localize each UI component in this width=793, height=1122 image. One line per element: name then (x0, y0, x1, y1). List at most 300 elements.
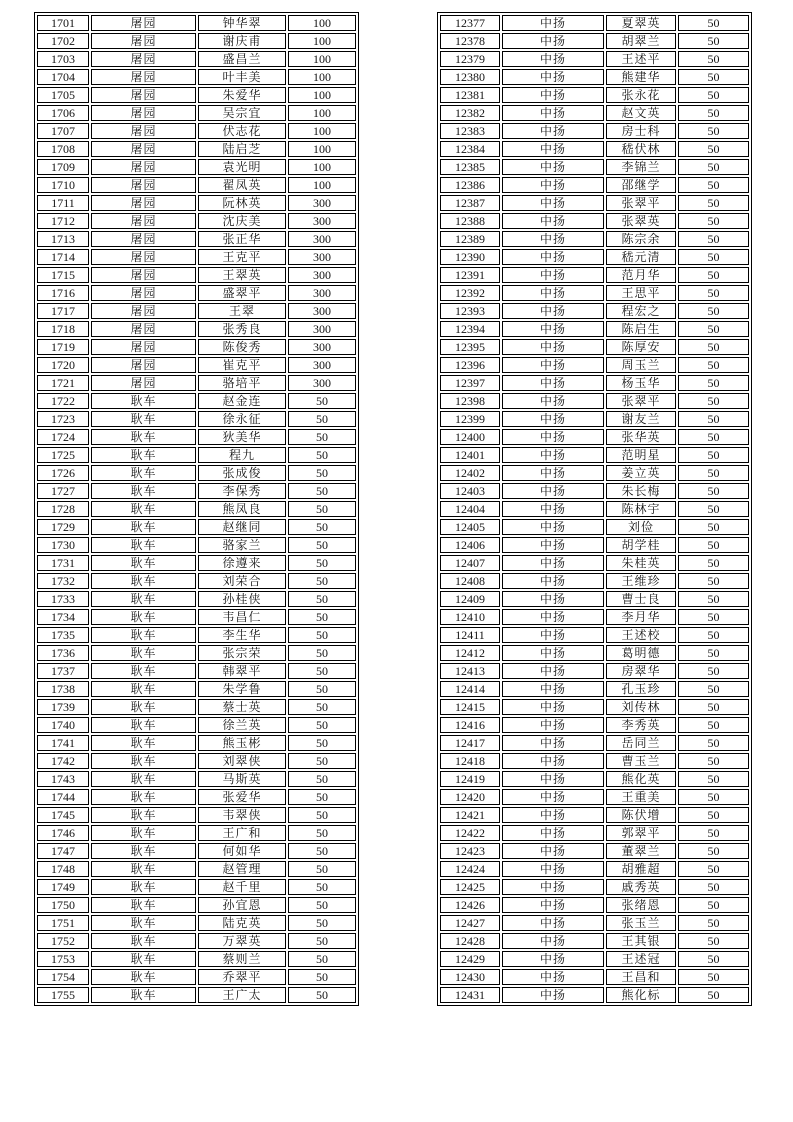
cell-group: 耿车 (91, 645, 196, 661)
cell-name: 张宗荣 (198, 645, 286, 661)
cell-amount: 300 (288, 285, 356, 301)
cell-id: 12394 (440, 321, 500, 337)
cell-group: 中扬 (502, 915, 604, 931)
cell-amount: 50 (678, 195, 749, 211)
cell-group: 中扬 (502, 591, 604, 607)
cell-id: 12428 (440, 933, 500, 949)
table-row (37, 645, 356, 661)
cell-group: 中扬 (502, 987, 604, 1003)
cell-id: 1742 (37, 753, 89, 769)
cell-name: 赵继同 (198, 519, 286, 535)
cell-name: 张秀良 (198, 321, 286, 337)
cell-id: 1753 (37, 951, 89, 967)
cell-group: 屠园 (91, 339, 196, 355)
cell-amount: 50 (678, 159, 749, 175)
table-row (440, 51, 749, 67)
cell-amount: 50 (288, 681, 356, 697)
cell-group: 耿车 (91, 393, 196, 409)
cell-name: 葛明德 (606, 645, 676, 661)
cell-amount: 50 (678, 15, 749, 31)
cell-id: 12390 (440, 249, 500, 265)
records-table-right-body (440, 15, 749, 1003)
cell-id: 12378 (440, 33, 500, 49)
cell-amount: 50 (678, 123, 749, 139)
cell-amount: 50 (678, 915, 749, 931)
table-row (440, 321, 749, 337)
cell-amount: 50 (288, 501, 356, 517)
cell-group: 屠园 (91, 375, 196, 391)
cell-id: 12389 (440, 231, 500, 247)
cell-group: 中扬 (502, 771, 604, 787)
table-row (440, 609, 749, 625)
cell-name: 郭翠平 (606, 825, 676, 841)
cell-id: 12424 (440, 861, 500, 877)
cell-name: 乔翠平 (198, 969, 286, 985)
cell-id: 1716 (37, 285, 89, 301)
cell-amount: 100 (288, 123, 356, 139)
cell-group: 耿车 (91, 411, 196, 427)
table-row (37, 573, 356, 589)
cell-amount: 50 (678, 501, 749, 517)
table-row (37, 501, 356, 517)
cell-group: 耿车 (91, 501, 196, 517)
cell-group: 中扬 (502, 177, 604, 193)
table-row (37, 969, 356, 985)
cell-amount: 50 (678, 627, 749, 643)
cell-group: 耿车 (91, 807, 196, 823)
table-row (37, 519, 356, 535)
cell-amount: 100 (288, 33, 356, 49)
table-row (37, 483, 356, 499)
cell-amount: 50 (288, 753, 356, 769)
cell-id: 1719 (37, 339, 89, 355)
cell-amount: 50 (678, 447, 749, 463)
cell-group: 屠园 (91, 33, 196, 49)
cell-amount: 300 (288, 375, 356, 391)
cell-name: 王广和 (198, 825, 286, 841)
cell-name: 徐兰英 (198, 717, 286, 733)
cell-id: 12403 (440, 483, 500, 499)
cell-name: 王翠 (198, 303, 286, 319)
table-row (37, 411, 356, 427)
cell-amount: 50 (288, 951, 356, 967)
cell-amount: 50 (288, 879, 356, 895)
cell-name: 骆家兰 (198, 537, 286, 553)
cell-name: 王广太 (198, 987, 286, 1003)
cell-id: 1718 (37, 321, 89, 337)
cell-group: 中扬 (502, 87, 604, 103)
table-row (37, 249, 356, 265)
table-row (440, 735, 749, 751)
cell-id: 1736 (37, 645, 89, 661)
cell-group: 中扬 (502, 645, 604, 661)
cell-amount: 50 (678, 807, 749, 823)
cell-name: 陈启生 (606, 321, 676, 337)
cell-id: 12422 (440, 825, 500, 841)
cell-id: 1729 (37, 519, 89, 535)
cell-name: 刘俭 (606, 519, 676, 535)
cell-name: 刘传林 (606, 699, 676, 715)
cell-group: 耿车 (91, 933, 196, 949)
table-row (440, 87, 749, 103)
cell-amount: 50 (288, 897, 356, 913)
table-row (37, 375, 356, 391)
table-row (440, 465, 749, 481)
cell-amount: 50 (678, 825, 749, 841)
cell-id: 1724 (37, 429, 89, 445)
cell-name: 朱爱华 (198, 87, 286, 103)
table-row (37, 879, 356, 895)
cell-name: 邵继学 (606, 177, 676, 193)
cell-amount: 50 (678, 717, 749, 733)
cell-group: 中扬 (502, 393, 604, 409)
cell-amount: 50 (678, 843, 749, 859)
cell-id: 12383 (440, 123, 500, 139)
cell-id: 12377 (440, 15, 500, 31)
cell-id: 1750 (37, 897, 89, 913)
table-row (440, 843, 749, 859)
cell-amount: 50 (288, 843, 356, 859)
cell-group: 耿车 (91, 771, 196, 787)
cell-group: 耿车 (91, 789, 196, 805)
cell-id: 12399 (440, 411, 500, 427)
cell-group: 中扬 (502, 537, 604, 553)
cell-amount: 50 (678, 861, 749, 877)
table-row (440, 339, 749, 355)
cell-amount: 50 (288, 447, 356, 463)
cell-amount: 50 (288, 915, 356, 931)
cell-id: 12412 (440, 645, 500, 661)
table-row (37, 393, 356, 409)
table-row (440, 645, 749, 661)
cell-amount: 50 (678, 267, 749, 283)
cell-id: 12405 (440, 519, 500, 535)
cell-amount: 50 (288, 645, 356, 661)
cell-name: 房翠华 (606, 663, 676, 679)
table-row (440, 951, 749, 967)
cell-name: 熊玉彬 (198, 735, 286, 751)
cell-name: 赵文英 (606, 105, 676, 121)
table-row (37, 537, 356, 553)
cell-group: 中扬 (502, 411, 604, 427)
cell-group: 耿车 (91, 465, 196, 481)
cell-group: 中扬 (502, 195, 604, 211)
table-row (440, 33, 749, 49)
cell-group: 中扬 (502, 969, 604, 985)
table-row (440, 159, 749, 175)
cell-group: 中扬 (502, 699, 604, 715)
cell-group: 耿车 (91, 951, 196, 967)
records-table-left (34, 12, 359, 1006)
cell-amount: 50 (678, 69, 749, 85)
cell-group: 中扬 (502, 609, 604, 625)
cell-amount: 300 (288, 213, 356, 229)
cell-group: 耿车 (91, 843, 196, 859)
cell-group: 中扬 (502, 717, 604, 733)
cell-name: 陆克英 (198, 915, 286, 931)
cell-name: 狄美华 (198, 429, 286, 445)
cell-group: 耿车 (91, 609, 196, 625)
cell-id: 12429 (440, 951, 500, 967)
table-row (37, 717, 356, 733)
cell-group: 中扬 (502, 69, 604, 85)
cell-name: 熊建华 (606, 69, 676, 85)
cell-amount: 300 (288, 267, 356, 283)
cell-id: 1704 (37, 69, 89, 85)
cell-amount: 50 (288, 573, 356, 589)
cell-id: 1754 (37, 969, 89, 985)
cell-amount: 50 (288, 861, 356, 877)
table-row (37, 897, 356, 913)
cell-group: 屠园 (91, 357, 196, 373)
cell-amount: 50 (678, 303, 749, 319)
cell-group: 屠园 (91, 213, 196, 229)
table-row (440, 627, 749, 643)
cell-amount: 50 (288, 987, 356, 1003)
table-row (440, 123, 749, 139)
cell-name: 张正华 (198, 231, 286, 247)
cell-group: 中扬 (502, 519, 604, 535)
cell-id: 1748 (37, 861, 89, 877)
cell-amount: 50 (288, 663, 356, 679)
cell-group: 屠园 (91, 123, 196, 139)
table-row (37, 357, 356, 373)
cell-group: 中扬 (502, 123, 604, 139)
cell-id: 1711 (37, 195, 89, 211)
cell-amount: 50 (678, 897, 749, 913)
table-row (440, 393, 749, 409)
cell-group: 耿车 (91, 825, 196, 841)
cell-group: 耿车 (91, 987, 196, 1003)
table-row (440, 771, 749, 787)
cell-amount: 50 (288, 519, 356, 535)
cell-amount: 50 (678, 771, 749, 787)
table-row (37, 555, 356, 571)
cell-group: 中扬 (502, 753, 604, 769)
cell-group: 屠园 (91, 321, 196, 337)
table-row (440, 879, 749, 895)
cell-name: 盛翠平 (198, 285, 286, 301)
cell-amount: 100 (288, 177, 356, 193)
table-row (440, 519, 749, 535)
table-row (440, 15, 749, 31)
cell-group: 耿车 (91, 627, 196, 643)
cell-id: 12396 (440, 357, 500, 373)
cell-name: 曹士良 (606, 591, 676, 607)
cell-id: 12388 (440, 213, 500, 229)
cell-name: 陈厚安 (606, 339, 676, 355)
cell-group: 中扬 (502, 897, 604, 913)
cell-amount: 50 (678, 285, 749, 301)
cell-id: 1727 (37, 483, 89, 499)
cell-group: 屠园 (91, 177, 196, 193)
cell-group: 中扬 (502, 861, 604, 877)
table-row (37, 447, 356, 463)
cell-name: 孙宜恩 (198, 897, 286, 913)
cell-name: 姜立英 (606, 465, 676, 481)
cell-amount: 50 (678, 141, 749, 157)
cell-amount: 50 (678, 213, 749, 229)
cell-amount: 50 (678, 681, 749, 697)
cell-amount: 100 (288, 105, 356, 121)
cell-amount: 50 (678, 429, 749, 445)
cell-amount: 50 (678, 339, 749, 355)
cell-id: 12404 (440, 501, 500, 517)
cell-group: 耿车 (91, 753, 196, 769)
table-row (440, 69, 749, 85)
cell-name: 熊化英 (606, 771, 676, 787)
table-row (37, 915, 356, 931)
cell-amount: 300 (288, 339, 356, 355)
cell-amount: 50 (678, 33, 749, 49)
cell-group: 中扬 (502, 267, 604, 283)
cell-name: 徐永征 (198, 411, 286, 427)
table-row (440, 825, 749, 841)
cell-id: 1730 (37, 537, 89, 553)
cell-amount: 50 (678, 663, 749, 679)
cell-group: 中扬 (502, 483, 604, 499)
cell-group: 中扬 (502, 231, 604, 247)
table-row (37, 429, 356, 445)
cell-id: 1747 (37, 843, 89, 859)
table-row (37, 987, 356, 1003)
cell-amount: 300 (288, 357, 356, 373)
cell-group: 耿车 (91, 555, 196, 571)
cell-name: 王述校 (606, 627, 676, 643)
cell-group: 耿车 (91, 897, 196, 913)
table-row (440, 969, 749, 985)
cell-name: 胡学桂 (606, 537, 676, 553)
cell-name: 陈伏增 (606, 807, 676, 823)
cell-amount: 300 (288, 303, 356, 319)
cell-amount: 50 (678, 555, 749, 571)
cell-group: 中扬 (502, 663, 604, 679)
cell-name: 叶丰美 (198, 69, 286, 85)
cell-id: 12380 (440, 69, 500, 85)
table-row (440, 105, 749, 121)
table-row (440, 249, 749, 265)
cell-group: 中扬 (502, 843, 604, 859)
cell-amount: 50 (288, 483, 356, 499)
cell-name: 谢友兰 (606, 411, 676, 427)
cell-group: 耿车 (91, 717, 196, 733)
cell-id: 1713 (37, 231, 89, 247)
table-row (440, 753, 749, 769)
cell-id: 12410 (440, 609, 500, 625)
cell-amount: 50 (288, 735, 356, 751)
cell-id: 12414 (440, 681, 500, 697)
cell-id: 12411 (440, 627, 500, 643)
table-row (440, 789, 749, 805)
table-row (37, 15, 356, 31)
cell-group: 中扬 (502, 681, 604, 697)
cell-name: 骆培平 (198, 375, 286, 391)
cell-group: 屠园 (91, 15, 196, 31)
cell-name: 李保秀 (198, 483, 286, 499)
cell-id: 1708 (37, 141, 89, 157)
cell-name: 翟凤英 (198, 177, 286, 193)
table-row (37, 105, 356, 121)
cell-group: 屠园 (91, 231, 196, 247)
cell-name: 张翠英 (606, 213, 676, 229)
cell-amount: 50 (678, 357, 749, 373)
cell-amount: 50 (678, 519, 749, 535)
cell-id: 12413 (440, 663, 500, 679)
cell-id: 12401 (440, 447, 500, 463)
cell-amount: 50 (678, 231, 749, 247)
cell-id: 12391 (440, 267, 500, 283)
cell-amount: 300 (288, 249, 356, 265)
table-row (37, 825, 356, 841)
table-row (37, 807, 356, 823)
cell-amount: 50 (288, 807, 356, 823)
cell-id: 1739 (37, 699, 89, 715)
cell-amount: 50 (678, 393, 749, 409)
cell-group: 中扬 (502, 807, 604, 823)
records-table-left-body (37, 15, 356, 1003)
table-row (37, 231, 356, 247)
cell-amount: 50 (678, 105, 749, 121)
cell-name: 赵金连 (198, 393, 286, 409)
table-row (440, 699, 749, 715)
cell-amount: 50 (678, 879, 749, 895)
cell-group: 中扬 (502, 105, 604, 121)
cell-id: 12398 (440, 393, 500, 409)
cell-amount: 50 (678, 573, 749, 589)
cell-id: 1741 (37, 735, 89, 751)
cell-group: 中扬 (502, 447, 604, 463)
table-row (37, 591, 356, 607)
cell-id: 1734 (37, 609, 89, 625)
cell-name: 万翠英 (198, 933, 286, 949)
cell-name: 何如华 (198, 843, 286, 859)
table-row (37, 843, 356, 859)
cell-id: 1746 (37, 825, 89, 841)
cell-id: 12430 (440, 969, 500, 985)
cell-group: 屠园 (91, 87, 196, 103)
table-row (37, 933, 356, 949)
cell-id: 12419 (440, 771, 500, 787)
table-row (440, 537, 749, 553)
cell-id: 12420 (440, 789, 500, 805)
cell-name: 韦昌仁 (198, 609, 286, 625)
cell-group: 中扬 (502, 339, 604, 355)
cell-group: 屠园 (91, 195, 196, 211)
cell-id: 1715 (37, 267, 89, 283)
cell-group: 耿车 (91, 537, 196, 553)
cell-name: 熊凤良 (198, 501, 286, 517)
cell-group: 中扬 (502, 321, 604, 337)
cell-name: 张华英 (606, 429, 676, 445)
cell-name: 蔡则兰 (198, 951, 286, 967)
table-row (37, 177, 356, 193)
cell-id: 1733 (37, 591, 89, 607)
table-row (440, 285, 749, 301)
cell-name: 戚秀英 (606, 879, 676, 895)
table-row (440, 663, 749, 679)
cell-name: 谢庆甫 (198, 33, 286, 49)
cell-group: 屠园 (91, 141, 196, 157)
cell-name: 熊化标 (606, 987, 676, 1003)
table-row (37, 141, 356, 157)
cell-name: 王翠英 (198, 267, 286, 283)
cell-id: 1714 (37, 249, 89, 265)
cell-id: 1717 (37, 303, 89, 319)
cell-amount: 50 (288, 789, 356, 805)
table-row (37, 699, 356, 715)
cell-id: 1732 (37, 573, 89, 589)
cell-id: 12407 (440, 555, 500, 571)
